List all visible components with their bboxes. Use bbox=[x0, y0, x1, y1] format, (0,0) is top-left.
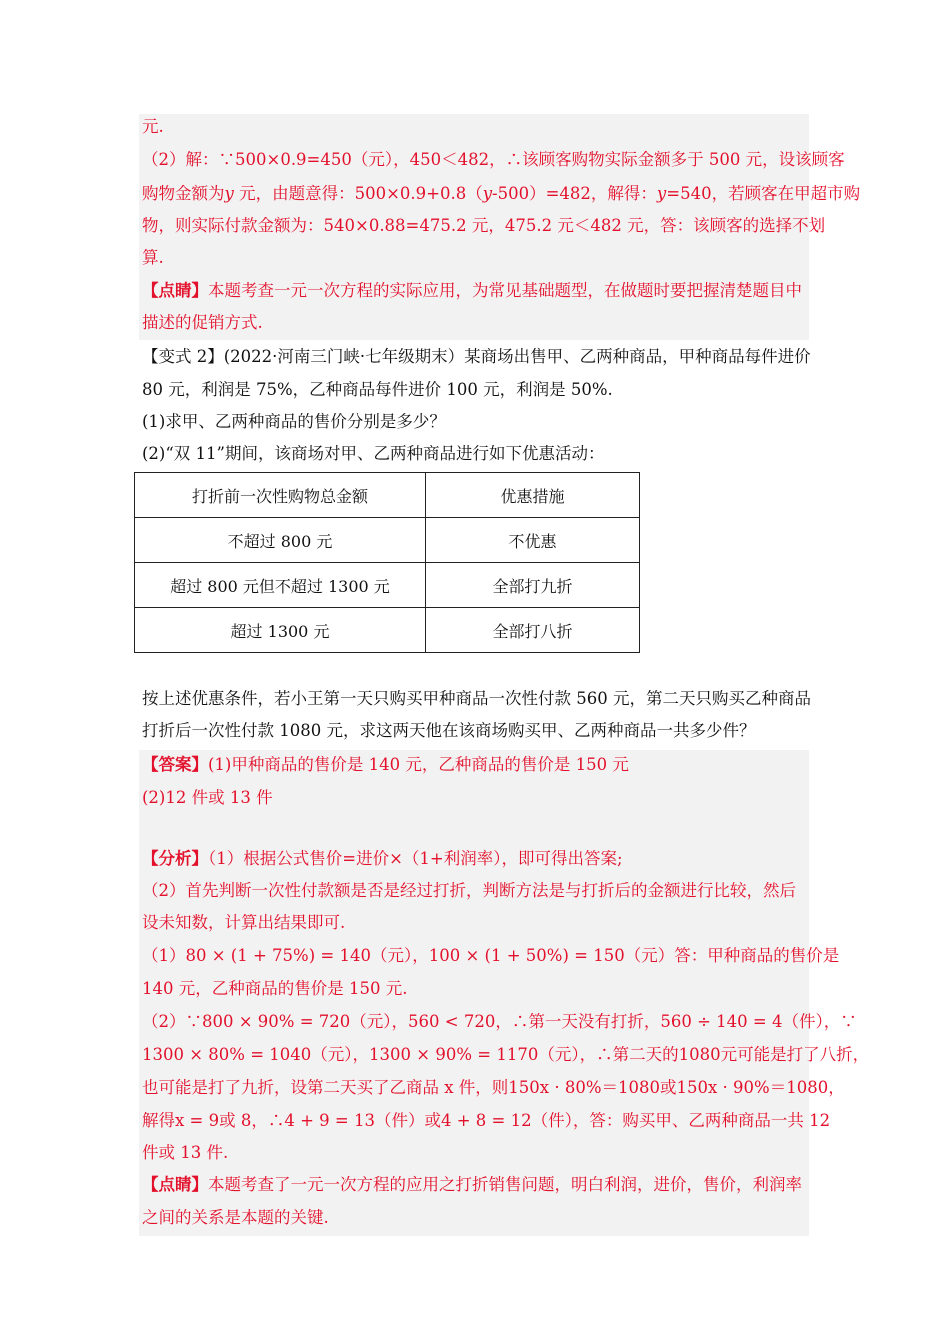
table-cell: 不优惠 bbox=[426, 518, 640, 563]
analysis-line-4: （1）80 × (1 + 75%) = 140（元），100 × (1 + 50%) = 150（元）答：甲种商品的售价是 bbox=[142, 946, 840, 965]
table-cell: 超过 800 元但不超过 1300 元 bbox=[135, 563, 426, 608]
promotion-table bbox=[134, 472, 640, 653]
table-cell: 不超过 800 元 bbox=[135, 518, 426, 563]
table-header-cell: 优惠措施 bbox=[426, 473, 640, 518]
table-row bbox=[135, 608, 640, 653]
analysis-line-1: 【分析】（1）根据公式售价=进价×（1+利润率），即可得出答案; bbox=[142, 849, 623, 868]
solution-line-2: 购物金额为y 元，由题意得：500×0.9+0.8（y-500）=482，解得：y=540，若顾客在甲超市购 bbox=[142, 184, 861, 203]
table-row bbox=[135, 563, 640, 608]
dianjing-2-line-1: 【点睛】本题考查了一元一次方程的应用之打折销售问题，明白利润，进价，售价，利润率 bbox=[142, 1175, 802, 1194]
question-line-6: 打折后一次性付款 1080 元，求这两天他在该商场购买甲、乙两种商品一共多少件？ bbox=[142, 721, 756, 740]
table-row bbox=[135, 518, 640, 563]
table-header-cell: 打折前一次性购物总金额 bbox=[135, 473, 426, 518]
solution-line-1: （2）解：∵500×0.9=450（元），450＜482，∴该顾客购物实际金额多于 500 元，设该顾客 bbox=[142, 150, 845, 169]
solution-line-0: 元. bbox=[142, 117, 164, 136]
analysis-line-3: 设未知数，计算出结果即可. bbox=[142, 913, 346, 932]
analysis-tag: 【分析】 bbox=[142, 849, 208, 868]
question-line-5: 按上述优惠条件，若小王第一天只购买甲种商品一次性付款 560 元，第二天只购买乙种商品 bbox=[142, 689, 811, 708]
table-cell: 超过 1300 元 bbox=[135, 608, 426, 653]
answer-tag: 【答案】 bbox=[142, 755, 208, 774]
analysis-line-5: 140 元，乙种商品的售价是 150 元. bbox=[142, 979, 408, 998]
solution-line-4: 算. bbox=[142, 248, 164, 267]
analysis-line-2: （2）首先判断一次性付款额是否是经过打折，判断方法是与打折后的金额进行比较，然后 bbox=[142, 881, 796, 900]
dianjing-1-line-1: 【点睛】本题考查一元一次方程的实际应用，为常见基础题型，在做题时要把握清楚题目中 bbox=[142, 281, 802, 300]
question-line-4: (2)“双 11”期间，该商场对甲、乙两种商品进行如下优惠活动： bbox=[142, 444, 605, 463]
table-cell: 全部打九折 bbox=[426, 563, 640, 608]
analysis-line-7: 1300 × 80% = 1040（元），1300 × 90% = 1170（元），∴第二天的1080元可能是打了八折， bbox=[142, 1045, 870, 1064]
answer-line-1: 【答案】(1)甲种商品的售价是 140 元，乙种商品的售价是 150 元 bbox=[142, 755, 629, 774]
analysis-line-6: （2）∵800 × 90% = 720（元），560 < 720，∴第一天没有打折，560 ÷ 140 = 4（件），∵ bbox=[142, 1012, 857, 1031]
table-header-row bbox=[135, 473, 640, 518]
analysis-line-8: 也可能是打了九折，设第二天买了乙商品 x 件，则150x · 80%＝1080或150x · 90%＝1080， bbox=[142, 1078, 845, 1097]
analysis-line-9: 解得x = 9或 8，∴4 + 9 = 13（件）或4 + 8 = 12（件），答：购买甲、乙两种商品一共 12 bbox=[142, 1111, 831, 1130]
dianjing-tag: 【点睛】 bbox=[142, 281, 208, 300]
dianjing-2-line-2: 之间的关系是本题的关键. bbox=[142, 1208, 329, 1227]
dianjing-tag: 【点睛】 bbox=[142, 1175, 208, 1194]
solution-line-3: 物，则实际付款金额为：540×0.88=475.2 元，475.2 元＜482 元，答：该顾客的选择不划 bbox=[142, 216, 826, 235]
answer-line-2: (2)12 件或 13 件 bbox=[142, 788, 273, 807]
dianjing-1-line-2: 描述的促销方式. bbox=[142, 313, 263, 332]
analysis-line-10: 件或 13 件. bbox=[142, 1143, 229, 1162]
question-line-3: (1)求甲、乙两种商品的售价分别是多少？ bbox=[142, 412, 446, 431]
question-line-2: 80 元，利润是 75%，乙种商品每件进价 100 元，利润是 50%. bbox=[142, 380, 613, 399]
question-line-1: 【变式 2】(2022·河南三门峡·七年级期末）某商场出售甲、乙两种商品，甲种商品每件进价 bbox=[142, 347, 811, 366]
table-cell: 全部打八折 bbox=[426, 608, 640, 653]
